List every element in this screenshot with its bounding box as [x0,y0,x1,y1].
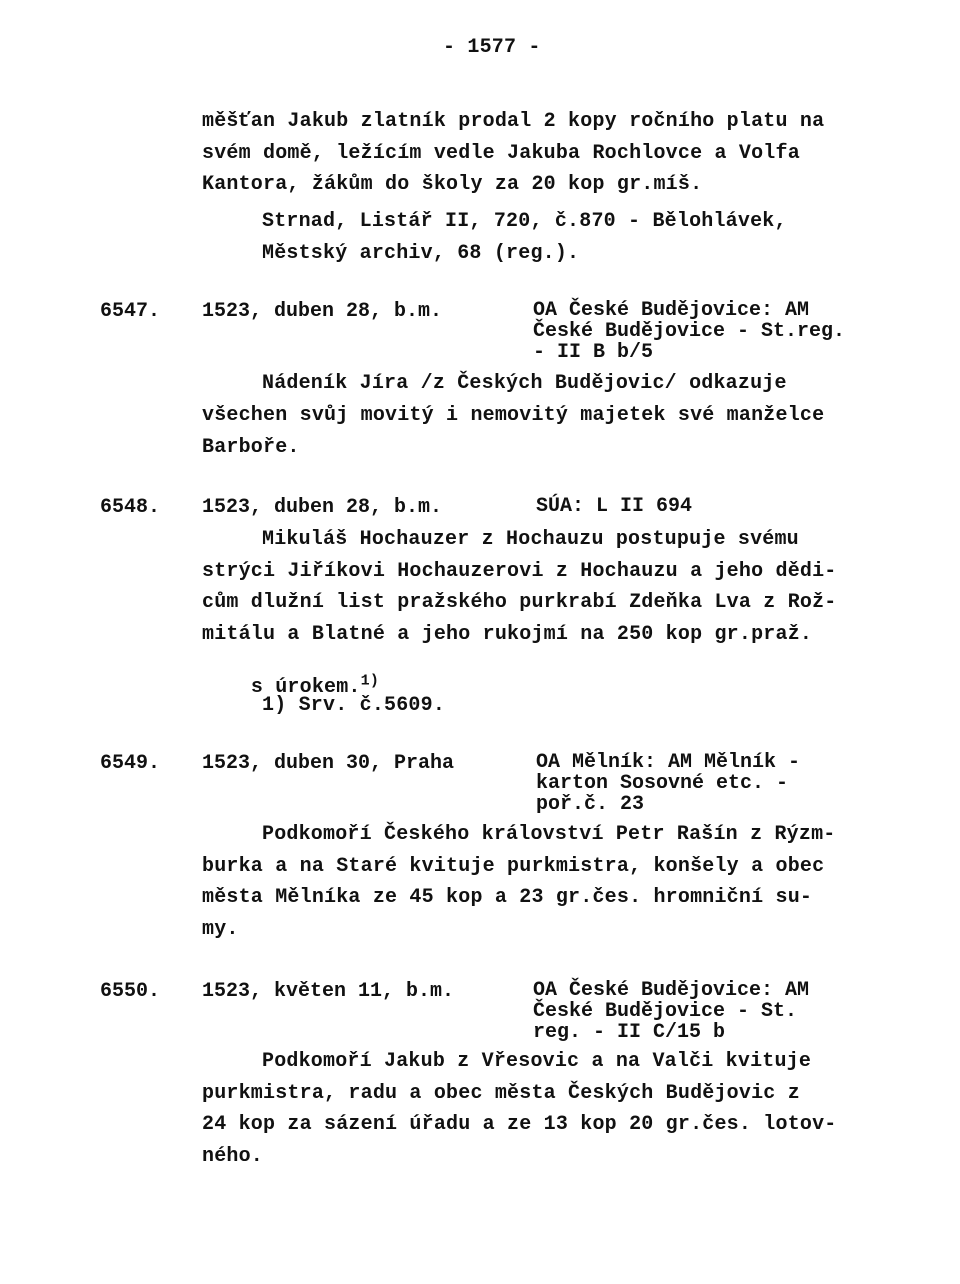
entry-text: Podkomoří Jakub z Vřesovic a na Valči kvituje [262,1050,812,1073]
entry-number: 6547. [100,300,161,323]
entry-date: 1523, duben 30, Praha [202,752,455,775]
entry-source: poř.č. 23 [536,793,645,816]
entry-text: burka a na Staré kvituje purkmistra, konšely a obec [202,855,825,878]
intro-line: svém domě, ležícím vedle Jakuba Rochlovce a Volfa [202,142,800,165]
entry-text: města Mělníka ze 45 kop a 23 gr.čes. hromniční su- [202,886,813,909]
entry-text: strýci Jiříkovi Hochauzerovi z Hochauzu a jeho dědi- [202,560,837,583]
entry-text: 24 kop za sázení úřadu a ze 13 kop 20 gr.čes. lotov- [202,1113,837,1136]
entry-text: purkmistra, radu a obec města Českých Budějovic z [202,1082,800,1105]
page-number: - 1577 - [443,36,541,59]
entry-date: 1523, duben 28, b.m. [202,496,443,519]
entry-number: 6550. [100,980,161,1003]
entry-text: Podkomoří Českého království Petr Rašín z Rýzm- [262,823,836,846]
entry-text: my. [202,918,239,941]
footnote-mark: 1) [360,672,380,690]
entry-source: České Budějovice - St. [533,1000,798,1023]
entry-text: s úrokem. [250,676,361,699]
entry-source: reg. - II C/15 b [533,1021,726,1044]
entry-source: OA České Budějovice: AM [533,979,810,1002]
entry-source: OA Mělník: AM Mělník - [536,751,801,774]
entry-number: 6549. [100,752,161,775]
entry-text: cům dlužní list pražského purkrabí Zdeňka Lva z Rož- [202,591,837,614]
intro-line: Kantora, žákům do školy za 20 kop gr.míš. [202,173,703,196]
intro-reference: Strnad, Listář II, 720, č.870 - Bělohlávek, [262,210,787,233]
intro-line: měšťan Jakub zlatník prodal 2 kopy ročního platu na [202,110,825,133]
entry-text: Mikuláš Hochauzer z Hochauzu postupuje svému [262,528,799,551]
entry-text: Barboře. [202,436,300,459]
entry-source: karton Sosovné etc. - [536,772,789,795]
intro-reference: Městský archiv, 68 (reg.). [262,242,580,265]
entry-source: - II B b/5 [533,341,654,364]
entry-text: mitálu a Blatné a jeho rukojmí na 250 kop gr.praž. [202,623,813,646]
entry-source: České Budějovice - St.reg. [533,320,846,343]
entry-text: Nádeník Jíra /z Českých Budějovic/ odkazuje [262,372,787,395]
entry-source: SÚA: L II 694 [536,495,693,518]
entry-source: OA České Budějovice: AM [533,299,810,322]
entry-date: 1523, duben 28, b.m. [202,300,443,323]
entry-date: 1523, květen 11, b.m. [202,980,455,1003]
entry-number: 6548. [100,496,161,519]
footnote: 1) Srv. č.5609. [262,694,446,717]
entry-text: ného. [202,1145,264,1168]
entry-text: všechen svůj movitý i nemovitý majetek své manželce [202,404,825,427]
